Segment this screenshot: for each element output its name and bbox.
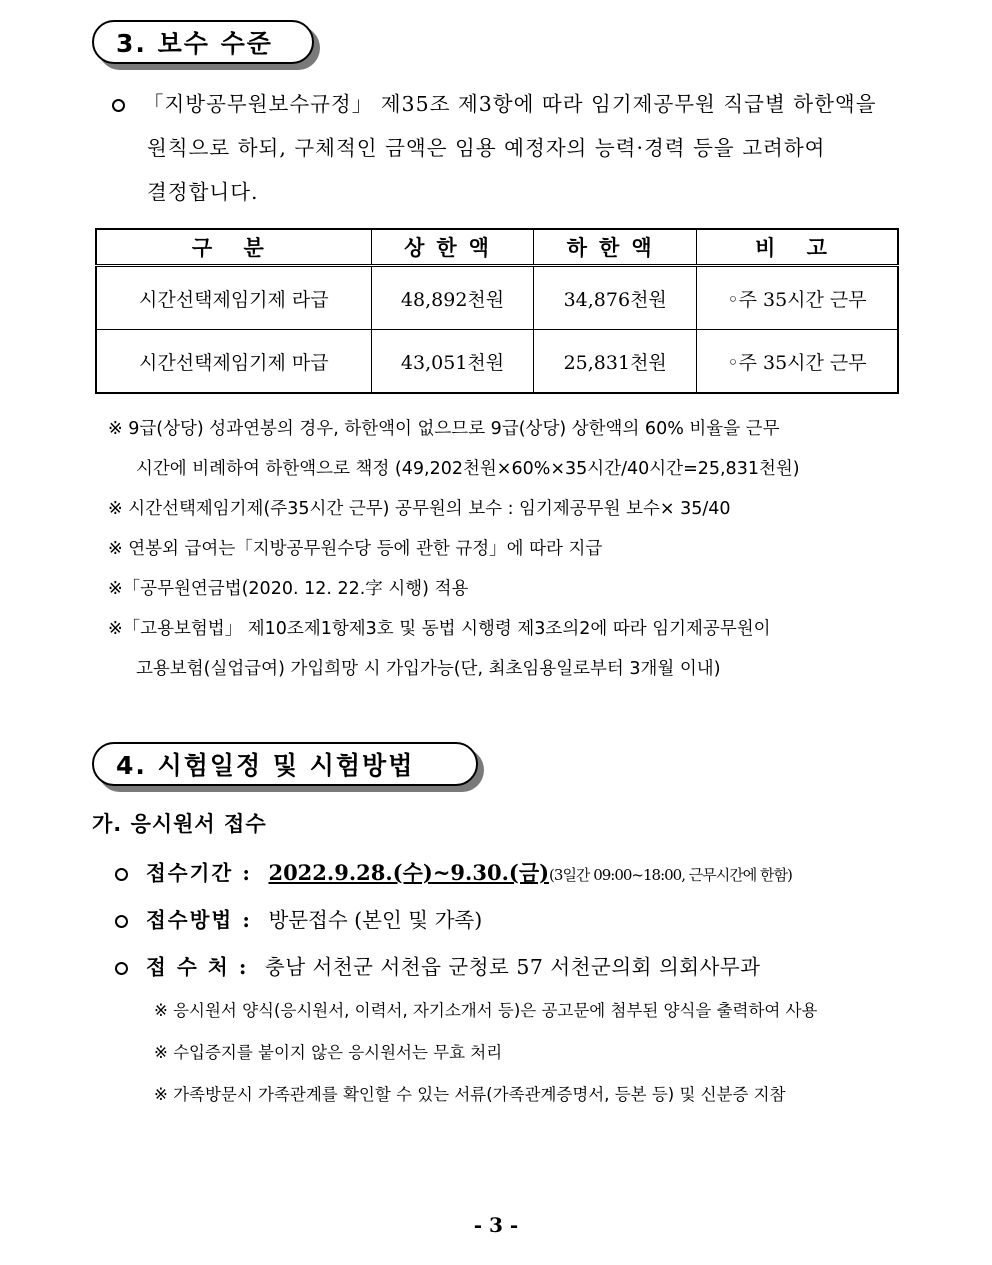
period-extra: (3일간 09:00~18:00, 근무시간에 한함) bbox=[549, 866, 792, 884]
pay-table bbox=[95, 228, 899, 394]
section4-title: 4. 시험일정 및 시험방법 bbox=[92, 742, 478, 786]
note-line: ※ 연봉외 급여는「지방공무원수당 등에 관한 규정」에 따라 지급 bbox=[108, 539, 603, 559]
circle-bullet-icon bbox=[115, 962, 128, 975]
section3-header bbox=[92, 20, 314, 64]
circle-bullet-icon bbox=[115, 915, 128, 928]
application-place: 접 수 처 : 충남 서천군 서천읍 군청로 57 서천군의회 의회사무과 bbox=[115, 950, 760, 980]
remark-cell: ◦주 35시간 근무 bbox=[697, 266, 898, 330]
page-number: - 3 - bbox=[473, 1213, 519, 1237]
application-method: 접수방법 : 방문접수 (본인 및 가족) bbox=[115, 903, 482, 933]
period-value: 2022.9.28.(수)~9.30.(금) bbox=[268, 860, 550, 885]
circle-bullet-icon bbox=[115, 868, 128, 881]
lower-cell: 34,876천원 bbox=[534, 266, 697, 330]
table-header-row bbox=[96, 229, 898, 266]
note-line: ※ 시간선택제임기제(주35시간 근무) 공무원의 보수 : 임기제공무원 보수× 35/40 bbox=[108, 499, 731, 519]
upper-cell: 48,892천원 bbox=[371, 266, 534, 330]
section4-header bbox=[92, 742, 478, 786]
note-line: ※「공무원연금법(2020. 12. 22.字 시행) 적용 bbox=[108, 579, 469, 599]
place-value: 충남 서천군 서천읍 군청로 57 서천군의회 의회사무과 bbox=[264, 955, 761, 979]
grade-cell: 시간선택제임기제 라급 bbox=[96, 266, 371, 330]
upper-cell: 43,051천원 bbox=[371, 330, 534, 394]
method-value: 방문접수 (본인 및 가족) bbox=[268, 908, 483, 932]
note-line: ※ 9급(상당) 성과연봉의 경우, 하한액이 없으므로 9급(상당) 상한액의 60% 비율을 근무 bbox=[108, 419, 780, 439]
note-line: ※ 수입증지를 붙이지 않은 응시원서는 무효 처리 bbox=[154, 1043, 503, 1062]
intro-paragraph bbox=[112, 82, 912, 214]
application-period: 접수기간 : 2022.9.28.(수)~9.30.(금)(3일간 09:00~18:00, 근무시간에 한함) bbox=[115, 856, 792, 887]
subsection-title: 가. 응시원서 접수 bbox=[92, 812, 267, 836]
intro-line-3: 결정합니다. bbox=[147, 180, 259, 204]
note-line: ※ 가족방문시 가족관계를 확인할 수 있는 서류(가족관계증명서, 등본 등) 및 신분증 지참 bbox=[154, 1085, 786, 1104]
note-line: 고용보험(실업급여) 가입희망 시 가입가능(단, 최초임용일로부터 3개월 이내) bbox=[136, 659, 721, 679]
note-line: ※ 응시원서 양식(응시원서, 이력서, 자기소개서 등)은 공고문에 첨부된 양식을 출력하여 사용 bbox=[154, 1001, 818, 1020]
remark-cell: ◦주 35시간 근무 bbox=[697, 330, 898, 394]
circle-bullet-icon bbox=[112, 99, 125, 112]
intro-line-1: 「지방공무원보수규정」 제35조 제3항에 따라 임기제공무원 직급별 하한액을 bbox=[112, 82, 912, 126]
header-lower: 하한액 bbox=[534, 229, 697, 266]
header-remark: 비 고 bbox=[697, 229, 898, 266]
header-category: 구 분 bbox=[96, 229, 371, 266]
note-line: ※「고용보험법」 제10조제1항제3호 및 동법 시행령 제3조의2에 따라 임기제공무원이 bbox=[108, 619, 771, 639]
salary-notes bbox=[108, 409, 908, 689]
intro-line-2: 원칙으로 하되, 구체적인 금액은 임용 예정자의 능력·경력 등을 고려하여 bbox=[147, 136, 826, 160]
section3-title: 3. 보수 수준 bbox=[92, 20, 314, 64]
grade-cell: 시간선택제임기제 마급 bbox=[96, 330, 371, 394]
lower-cell: 25,831천원 bbox=[534, 330, 697, 394]
note-line: 시간에 비례하여 하한액으로 책정 (49,202천원×60%×35시간/40시간=25,831천원) bbox=[136, 459, 800, 479]
table-row bbox=[96, 330, 898, 394]
application-notes bbox=[154, 990, 817, 1116]
header-upper: 상한액 bbox=[371, 229, 534, 266]
table-row bbox=[96, 266, 898, 330]
